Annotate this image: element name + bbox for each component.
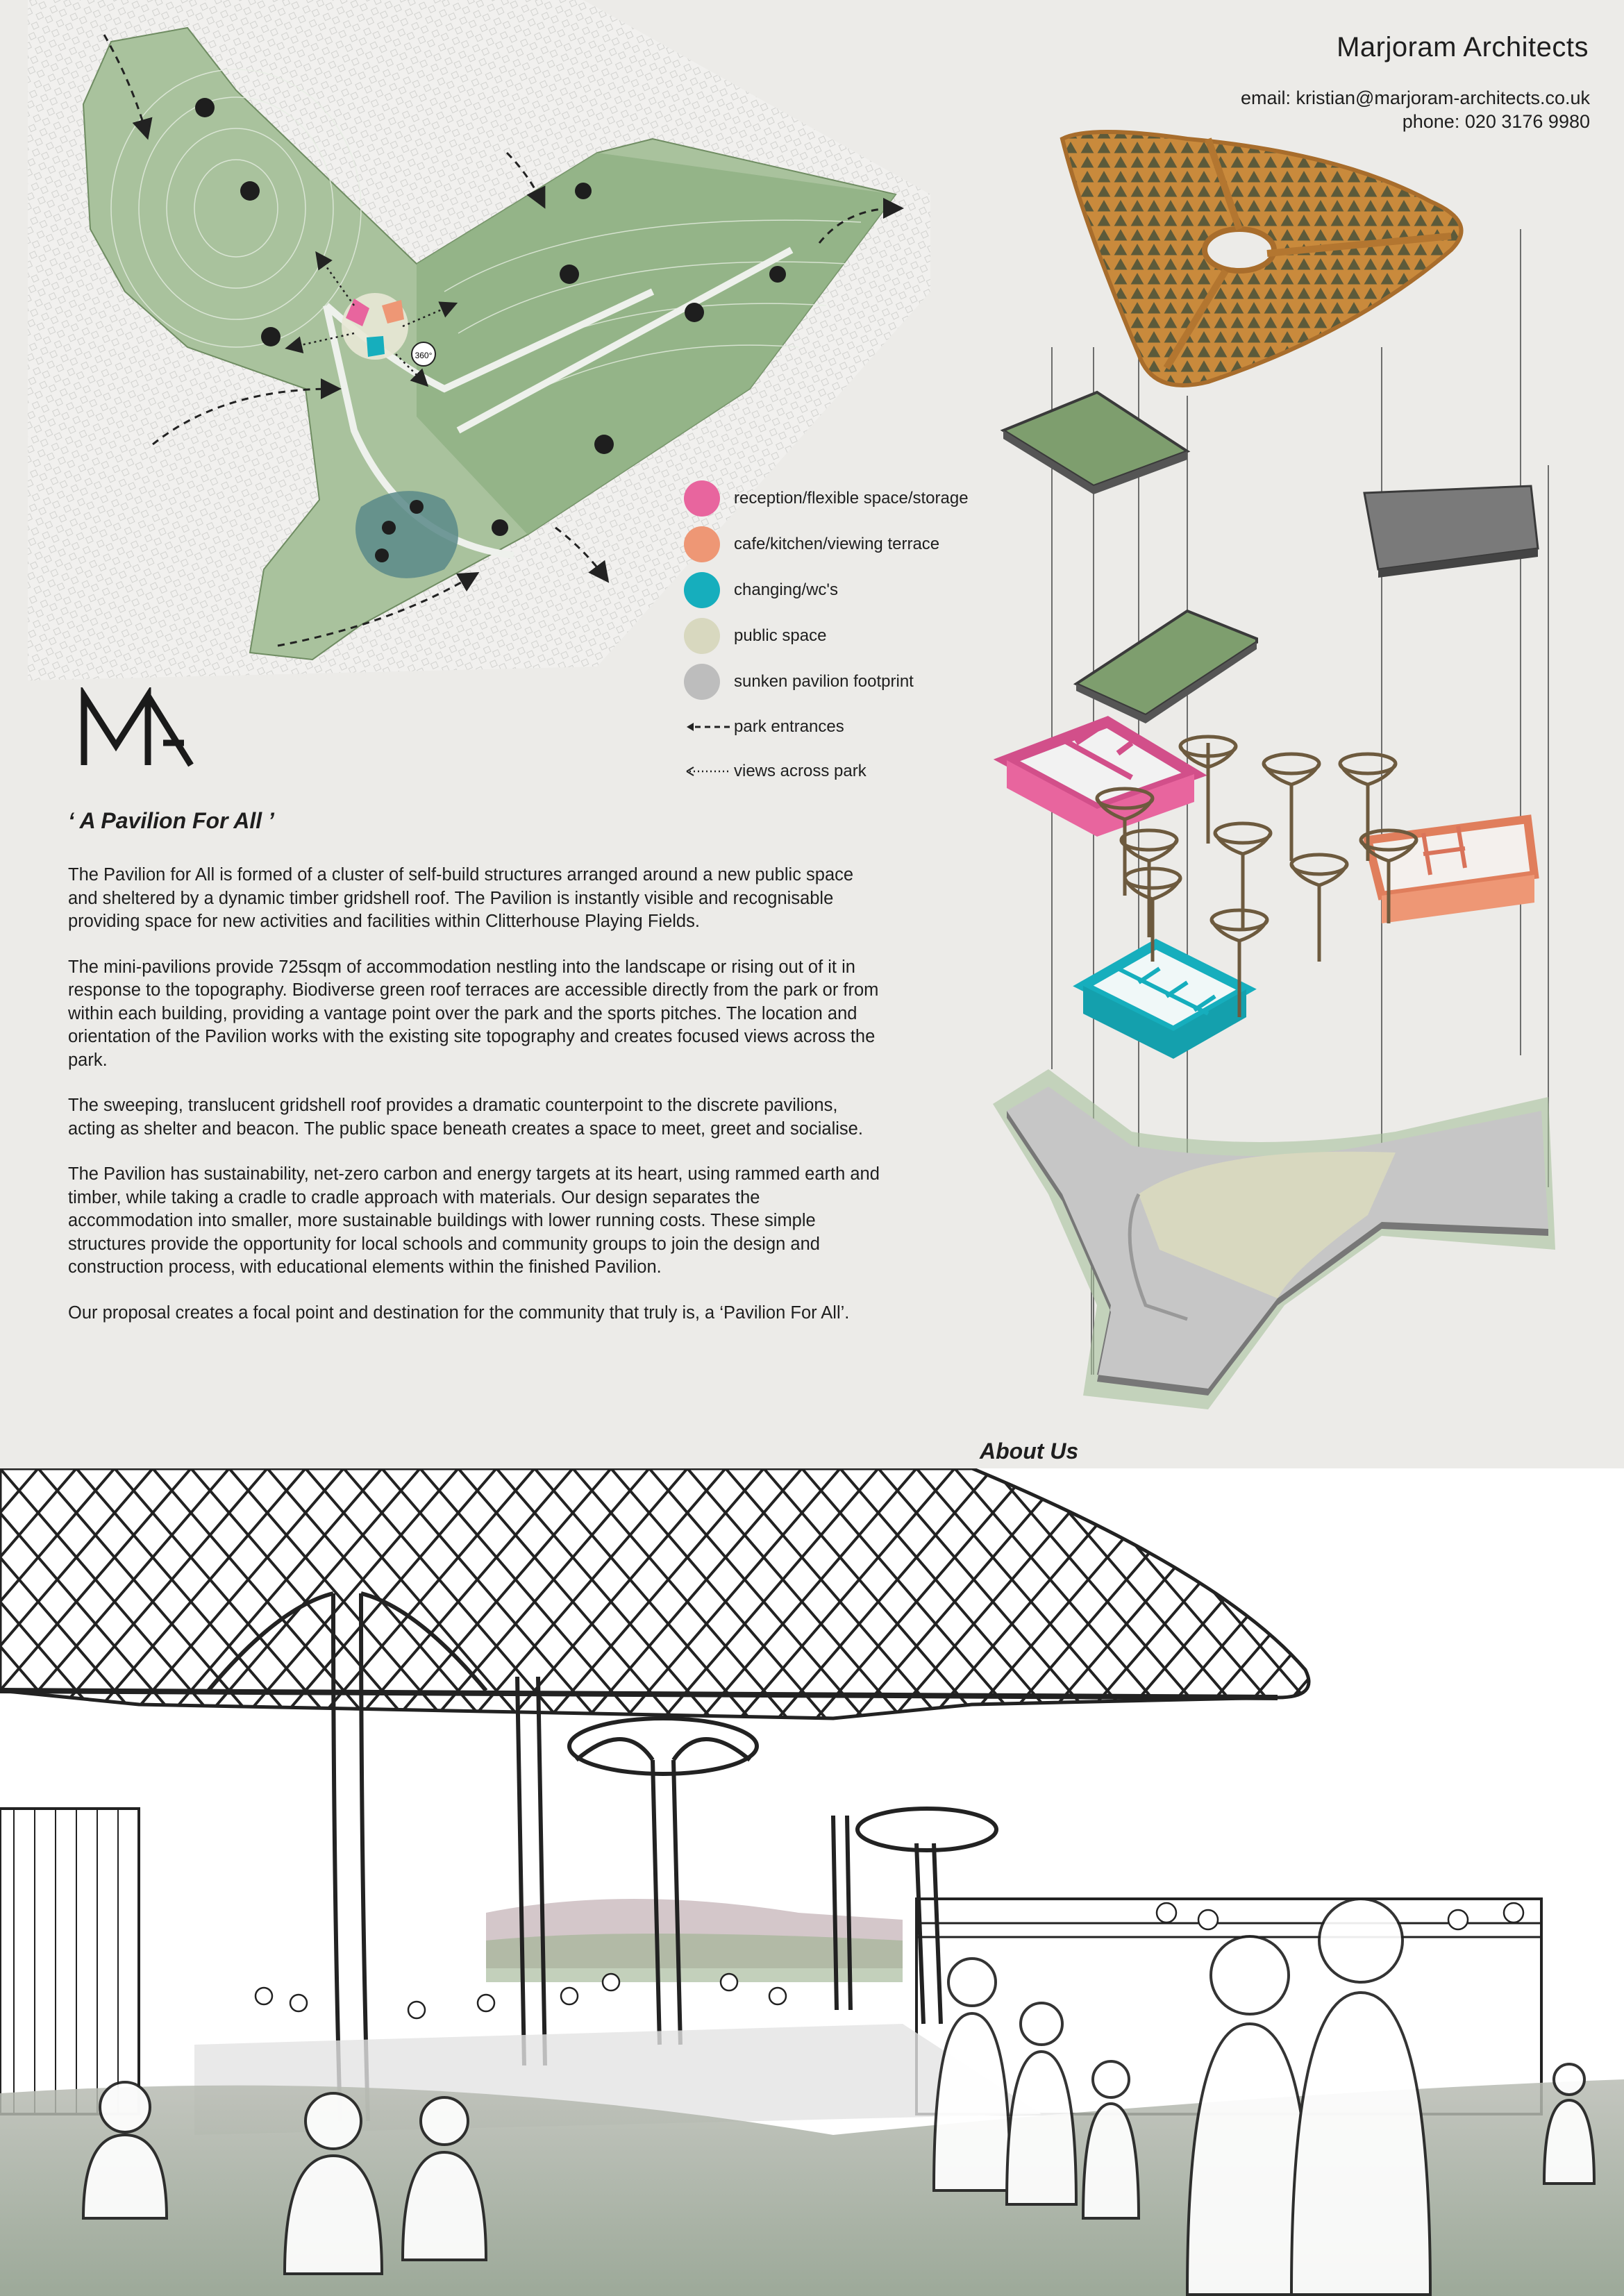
paragraph: Our proposal creates a focal point and destination for the community that truly is, a ‘Pavilion For All’. <box>68 1302 850 1323</box>
phone-line[interactable]: phone: 020 3176 9980 <box>1402 111 1590 132</box>
svg-text:360°: 360° <box>415 351 433 360</box>
article-title: ‘ A Pavilion For All ’ <box>68 808 274 833</box>
email-line[interactable]: email: kristian@marjoram-architects.co.uk <box>1240 87 1590 108</box>
changing-block <box>1083 944 1246 1059</box>
legend-label: cafe/kitchen/viewing terrace <box>734 535 940 553</box>
legend-swatch-public-space <box>684 618 720 654</box>
pavilion-footprint <box>342 293 408 360</box>
dotted-arrow-icon <box>684 764 734 778</box>
legend-swatch-sunken-footprint <box>684 664 720 700</box>
paragraph: The sweeping, translucent gridshell roof provides a dramatic counterpoint to the discrete pavilions, acting as shelter and beacon. The public space beneath creates a space to meet, greet and socialise. <box>68 1096 863 1139</box>
article-body <box>68 864 880 1347</box>
legend-swatch-cafe <box>684 526 720 562</box>
legend-swatch-changing <box>684 572 720 608</box>
paragraph: The Pavilion for All is formed of a cluster of self-build structures arranged around a new public space and sheltered by a dynamic timber gridshell roof. The Pavilion is instantly visible and recognisable providing space for new activities and facilities within Clitterhouse Playing Fields. <box>68 865 854 931</box>
legend-label: park entrances <box>734 717 844 736</box>
green-roof-panel <box>1003 392 1187 486</box>
paragraph: The mini-pavilions provide 725sqm of accommodation nestling into the landscape or rising out of it in response to the topography. Biodiverse green roof terraces are accessible directly from the park or from within each building, providing a vantage point over the park and the sports pitches. The location and orientation of the Pavilion works with the existing site topography and creates focused views across the park. <box>68 957 879 1070</box>
legend-label: sunken pavilion footprint <box>734 672 914 691</box>
reception-block <box>1007 722 1194 837</box>
about-title: About Us <box>980 1439 1079 1464</box>
cafe-block <box>1368 819 1534 923</box>
legend-label: views across park <box>734 762 867 780</box>
dashed-arrow-icon <box>684 720 734 734</box>
ground-plane <box>993 1069 1555 1409</box>
legend-label: changing/wc's <box>734 580 838 599</box>
perspective-sketch <box>0 1468 1624 2296</box>
legend-swatch-reception <box>684 480 720 517</box>
paragraph: The Pavilion has sustainability, net-zero carbon and energy targets at its heart, using rammed earth and timber, while taking a cradle to cradle approach with materials. Our design separates the accommodation into smaller, more sustainable buildings with lower running costs. These simple structures provide the opportunity for local schools and community groups to join the design and construction process, with educational elements within the finished Pavilion. <box>68 1164 880 1277</box>
exploded-axonometric <box>979 125 1590 1416</box>
firm-name: Marjoram Architects <box>1337 32 1589 62</box>
legend-label: public space <box>734 626 827 645</box>
ma-logo <box>80 687 198 771</box>
legend-label: reception/flexible space/storage <box>734 489 969 508</box>
